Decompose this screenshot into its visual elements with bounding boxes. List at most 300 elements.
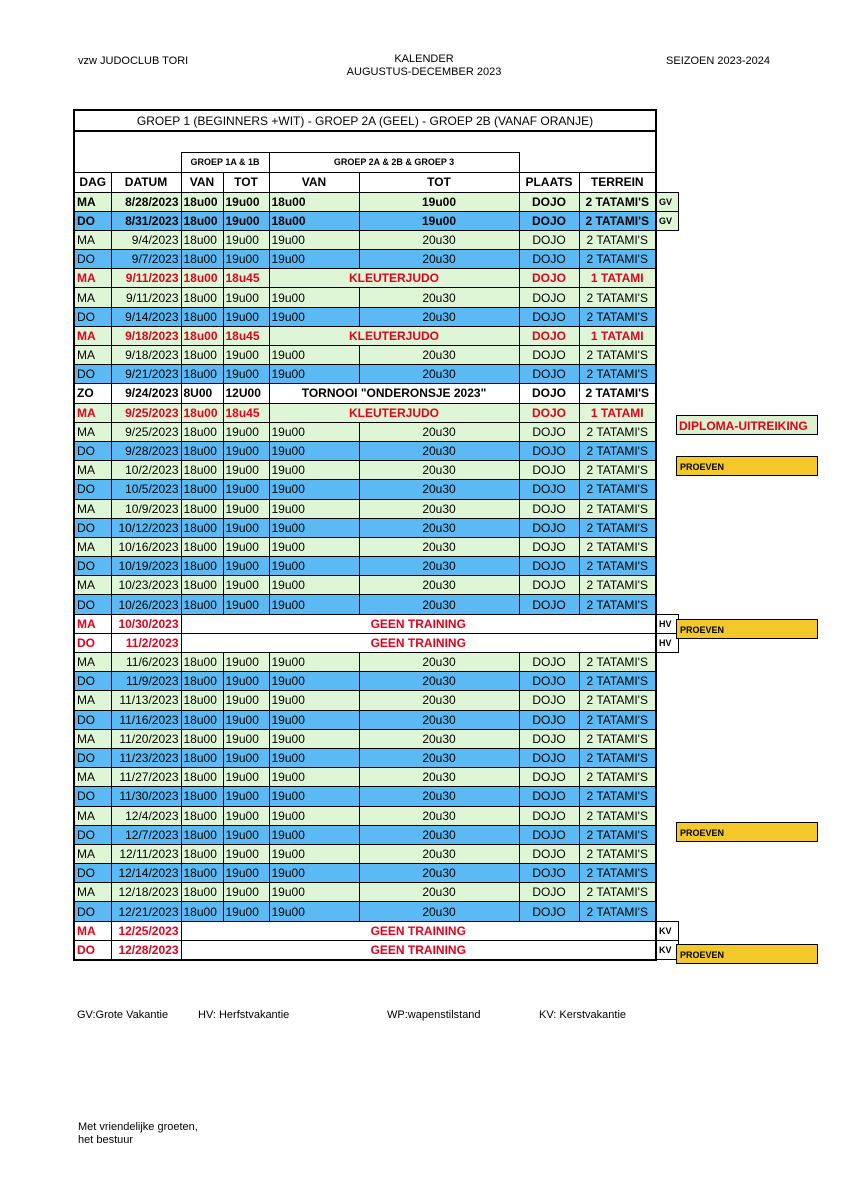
cell-tot: 19u00: [223, 748, 269, 767]
table-row: [74, 403, 678, 422]
cell-place: DOJO: [519, 211, 579, 230]
cell-van2: 19u00: [269, 672, 359, 691]
table-row: [74, 346, 678, 365]
cell-tot2: 20u30: [359, 576, 519, 595]
cell-tot: 19u00: [223, 595, 269, 614]
cell-date: 12/28/2023: [111, 940, 181, 959]
cell-van2: 19u00: [269, 346, 359, 365]
cell-date: 12/11/2023: [111, 844, 181, 863]
calendar-title: [300, 53, 548, 79]
cell-terr: 2 TATAMI'S: [579, 902, 656, 921]
col-header-tot: TOT: [223, 172, 269, 192]
cell-dag: DO: [74, 787, 111, 806]
cell-terr: 1 TATAMI: [579, 403, 656, 422]
cell-tot2: 20u30: [359, 691, 519, 710]
cell-van2: 19u00: [269, 768, 359, 787]
cell-dag: DO: [74, 633, 111, 652]
cell-tot: 19u00: [223, 557, 269, 576]
cell-van: 18u00: [181, 710, 223, 729]
cell-terr: 2 TATAMI'S: [579, 384, 656, 403]
cell-date: 9/24/2023: [111, 384, 181, 403]
cell-van2: 19u00: [269, 441, 359, 460]
cell-terr: 2 TATAMI'S: [579, 787, 656, 806]
cell-van2: 19u00: [269, 710, 359, 729]
cell-van2: 19u00: [269, 691, 359, 710]
cell-terr: 2 TATAMI'S: [579, 576, 656, 595]
cell-tot: 19u00: [223, 250, 269, 269]
cell-date: 9/7/2023: [111, 250, 181, 269]
cell-van: 18u00: [181, 269, 223, 288]
cell-terr: 2 TATAMI'S: [579, 710, 656, 729]
cell-tot2: 20u30: [359, 288, 519, 307]
table-row: [74, 422, 678, 441]
cell-date: 11/20/2023: [111, 729, 181, 748]
cell-place: DOJO: [519, 499, 579, 518]
cell-van2: 19u00: [269, 883, 359, 902]
cell-date: 10/9/2023: [111, 499, 181, 518]
cell-tot2: 20u30: [359, 748, 519, 767]
cell-tot2: 20u30: [359, 461, 519, 480]
cell-van: 18u00: [181, 787, 223, 806]
cell-dag: MA: [74, 346, 111, 365]
cell-place: DOJO: [519, 844, 579, 863]
table-row: [74, 902, 678, 921]
legend-hv: HV: Herfstvakantie: [198, 1009, 290, 1021]
table-row: [74, 269, 678, 288]
cell-date: 10/12/2023: [111, 518, 181, 537]
cell-terr: 2 TATAMI'S: [579, 288, 656, 307]
cell-place: DOJO: [519, 653, 579, 672]
cell-tot2: 20u30: [359, 806, 519, 825]
cell-tot: 19u00: [223, 844, 269, 863]
col-header-datum: DATUM: [111, 172, 181, 192]
cell-dag: DO: [74, 902, 111, 921]
cell-dag: DO: [74, 672, 111, 691]
col-header-terrein: TERREIN: [579, 172, 656, 192]
cell-van: 18u00: [181, 346, 223, 365]
cell-van2: 19u00: [269, 576, 359, 595]
table-row: [74, 748, 678, 767]
cell-place: DOJO: [519, 710, 579, 729]
cell-span: KLEUTERJUDO: [269, 403, 519, 422]
cell-dag: MA: [74, 844, 111, 863]
table-title-row: [74, 110, 678, 131]
cell-tot: 19u00: [223, 230, 269, 249]
cell-tot: 19u00: [223, 307, 269, 326]
legend-gv: GV:Grote Vakantie: [77, 1009, 169, 1021]
table-row: [74, 557, 678, 576]
table-row: [74, 614, 678, 633]
table-row: [74, 844, 678, 863]
cell-tot2: 20u30: [359, 787, 519, 806]
cell-dag: MA: [74, 729, 111, 748]
cell-tot: 19u00: [223, 825, 269, 844]
cell-date: 9/11/2023: [111, 288, 181, 307]
table-row: [74, 940, 678, 959]
cell-van: 18u00: [181, 768, 223, 787]
cell-van: 18u00: [181, 192, 223, 211]
cell-tot2: 20u30: [359, 864, 519, 883]
calendar-title-line2: AUGUSTUS-DECEMBER 2023: [346, 66, 502, 78]
cell-tot2: 20u30: [359, 307, 519, 326]
cell-van2: 19u00: [269, 748, 359, 767]
cell-place: DOJO: [519, 576, 579, 595]
cell-tot: 19u00: [223, 480, 269, 499]
cell-date: 10/30/2023: [111, 614, 181, 633]
cell-dag: MA: [74, 192, 111, 211]
cell-van: 18u00: [181, 441, 223, 460]
cell-date: 12/14/2023: [111, 864, 181, 883]
cell-terr: 2 TATAMI'S: [579, 748, 656, 767]
cell-van2: 19u00: [269, 518, 359, 537]
cell-van2: 19u00: [269, 461, 359, 480]
cell-tot: 19u00: [223, 653, 269, 672]
cell-van: 18u00: [181, 576, 223, 595]
cell-dag: DO: [74, 365, 111, 384]
column-header-row: [74, 172, 678, 192]
cell-tot2: 19u00: [359, 211, 519, 230]
cell-place: DOJO: [519, 864, 579, 883]
cell-van2: 19u00: [269, 288, 359, 307]
cell-tot: 19u00: [223, 768, 269, 787]
cell-van2: 19u00: [269, 480, 359, 499]
cell-dag: MA: [74, 576, 111, 595]
cell-tot2: 20u30: [359, 557, 519, 576]
cell-date: 12/21/2023: [111, 902, 181, 921]
cell-dag: MA: [74, 326, 111, 345]
cell-place: DOJO: [519, 768, 579, 787]
cell-van: 18u00: [181, 326, 223, 345]
group-header-row: [74, 152, 678, 172]
cell-dag: DO: [74, 307, 111, 326]
cell-place: DOJO: [519, 748, 579, 767]
table-row: [74, 288, 678, 307]
cell-date: 11/27/2023: [111, 768, 181, 787]
cell-place: DOJO: [519, 422, 579, 441]
cell-dag: MA: [74, 768, 111, 787]
cell-tot: 19u00: [223, 710, 269, 729]
cell-tot: 19u00: [223, 192, 269, 211]
cell-terr: 2 TATAMI'S: [579, 499, 656, 518]
table-row: [74, 192, 678, 211]
cell-van2: 19u00: [269, 537, 359, 556]
table-row: [74, 729, 678, 748]
row-note: HV: [656, 633, 678, 652]
cell-place: DOJO: [519, 595, 579, 614]
cell-place: DOJO: [519, 269, 579, 288]
cell-van2: 19u00: [269, 787, 359, 806]
group-b-header: GROEP 2A & 2B & GROEP 3: [269, 152, 519, 172]
cell-van2: 19u00: [269, 902, 359, 921]
cell-date: 9/4/2023: [111, 230, 181, 249]
season-label: SEIZOEN 2023-2024: [666, 55, 770, 67]
cell-date: 10/26/2023: [111, 595, 181, 614]
cell-place: DOJO: [519, 441, 579, 460]
cell-van: 18u00: [181, 288, 223, 307]
cell-tot2: 20u30: [359, 902, 519, 921]
row-note: KV: [656, 940, 678, 959]
cell-terr: 2 TATAMI'S: [579, 883, 656, 902]
cell-span-all: GEEN TRAINING: [181, 633, 656, 652]
table-row: [74, 787, 678, 806]
cell-place: DOJO: [519, 326, 579, 345]
cell-place: DOJO: [519, 384, 579, 403]
cell-date: 10/23/2023: [111, 576, 181, 595]
table-row: [74, 691, 678, 710]
cell-van: 18u00: [181, 307, 223, 326]
cell-van: 18u00: [181, 230, 223, 249]
legend-kv: KV: Kerstvakantie: [539, 1009, 627, 1021]
cell-place: DOJO: [519, 672, 579, 691]
cell-date: 9/21/2023: [111, 365, 181, 384]
cell-van: 18u00: [181, 422, 223, 441]
cell-tot2: 20u30: [359, 499, 519, 518]
cell-place: DOJO: [519, 825, 579, 844]
col-header-van: VAN: [181, 172, 223, 192]
cell-terr: 2 TATAMI'S: [579, 825, 656, 844]
cell-tot2: 20u30: [359, 346, 519, 365]
cell-tot: 18u45: [223, 403, 269, 422]
greeting-line1: Met vriendelijke groeten,: [78, 1121, 198, 1133]
cell-place: DOJO: [519, 250, 579, 269]
cell-terr: 1 TATAMI: [579, 269, 656, 288]
cell-terr: 2 TATAMI'S: [579, 672, 656, 691]
table-row: [74, 384, 678, 403]
cell-van2: 18u00: [269, 211, 359, 230]
cell-span-all: GEEN TRAINING: [181, 614, 656, 633]
cell-span: KLEUTERJUDO: [269, 326, 519, 345]
cell-date: 9/28/2023: [111, 441, 181, 460]
cell-tot2: 20u30: [359, 595, 519, 614]
cell-van: 18u00: [181, 672, 223, 691]
cell-dag: MA: [74, 537, 111, 556]
cell-van: 18u00: [181, 653, 223, 672]
cell-place: DOJO: [519, 537, 579, 556]
group-a-header: GROEP 1A & 1B: [181, 152, 269, 172]
cell-van: 18u00: [181, 844, 223, 863]
calendar-title-line1: KALENDER: [394, 53, 454, 65]
cell-van: 18u00: [181, 595, 223, 614]
table-row: [74, 480, 678, 499]
cell-tot: 19u00: [223, 537, 269, 556]
cell-van2: 19u00: [269, 825, 359, 844]
cell-place: DOJO: [519, 806, 579, 825]
cell-tot2: 20u30: [359, 844, 519, 863]
cell-tot: 19u00: [223, 806, 269, 825]
cell-date: 10/19/2023: [111, 557, 181, 576]
cell-dag: MA: [74, 806, 111, 825]
cell-dag: MA: [74, 422, 111, 441]
cell-date: 9/14/2023: [111, 307, 181, 326]
cell-tot: 19u00: [223, 864, 269, 883]
proeven-note-3: PROEVEN: [676, 822, 818, 842]
cell-tot: 19u00: [223, 422, 269, 441]
cell-date: 11/6/2023: [111, 653, 181, 672]
cell-dag: MA: [74, 614, 111, 633]
cell-dag: MA: [74, 269, 111, 288]
cell-terr: 2 TATAMI'S: [579, 806, 656, 825]
cell-van: 18u00: [181, 883, 223, 902]
cell-tot: 19u00: [223, 499, 269, 518]
table-row: [74, 518, 678, 537]
cell-terr: 2 TATAMI'S: [579, 653, 656, 672]
cell-place: DOJO: [519, 902, 579, 921]
table-row: [74, 211, 678, 230]
cell-dag: MA: [74, 461, 111, 480]
cell-terr: 1 TATAMI: [579, 326, 656, 345]
table-row: [74, 326, 678, 345]
cell-tot: 19u00: [223, 441, 269, 460]
cell-dag: DO: [74, 441, 111, 460]
row-note: GV: [656, 211, 678, 230]
cell-terr: 2 TATAMI'S: [579, 192, 656, 211]
cell-span: TORNOOI "ONDERONSJE 2023": [269, 384, 519, 403]
cell-tot2: 20u30: [359, 672, 519, 691]
cell-tot2: 20u30: [359, 710, 519, 729]
cell-place: DOJO: [519, 557, 579, 576]
table-row: [74, 806, 678, 825]
cell-van: 18u00: [181, 480, 223, 499]
cell-place: DOJO: [519, 307, 579, 326]
greeting-line2: het bestuur: [78, 1134, 134, 1146]
cell-date: 10/16/2023: [111, 537, 181, 556]
table-row: [74, 250, 678, 269]
cell-tot: 19u00: [223, 365, 269, 384]
cell-date: 10/5/2023: [111, 480, 181, 499]
cell-tot2: 20u30: [359, 729, 519, 748]
cell-dag: DO: [74, 748, 111, 767]
cell-terr: 2 TATAMI'S: [579, 250, 656, 269]
cell-date: 11/23/2023: [111, 748, 181, 767]
cell-date: 12/25/2023: [111, 921, 181, 940]
cell-dag: DO: [74, 250, 111, 269]
table-blank-row: [74, 131, 678, 152]
table-row: [74, 365, 678, 384]
cell-place: DOJO: [519, 461, 579, 480]
cell-tot: 19u00: [223, 691, 269, 710]
proeven-note-1: PROEVEN: [676, 456, 818, 476]
cell-dag: DO: [74, 710, 111, 729]
cell-date: 10/2/2023: [111, 461, 181, 480]
cell-date: 11/16/2023: [111, 710, 181, 729]
cell-tot: 19u00: [223, 346, 269, 365]
cell-van2: 19u00: [269, 864, 359, 883]
cell-van: 18u00: [181, 902, 223, 921]
cell-van2: 19u00: [269, 499, 359, 518]
proeven-note-4: PROEVEN: [676, 944, 818, 964]
cell-terr: 2 TATAMI'S: [579, 518, 656, 537]
row-note: HV: [656, 614, 678, 633]
cell-span: KLEUTERJUDO: [269, 269, 519, 288]
cell-terr: 2 TATAMI'S: [579, 307, 656, 326]
cell-van2: 19u00: [269, 250, 359, 269]
cell-dag: MA: [74, 653, 111, 672]
diploma-note: DIPLOMA-UITREIKING: [676, 415, 818, 435]
cell-terr: 2 TATAMI'S: [579, 480, 656, 499]
cell-date: 8/31/2023: [111, 211, 181, 230]
cell-terr: 2 TATAMI'S: [579, 691, 656, 710]
cell-dag: MA: [74, 921, 111, 940]
cell-van2: 18u00: [269, 192, 359, 211]
cell-span-all: GEEN TRAINING: [181, 940, 656, 959]
cell-terr: 2 TATAMI'S: [579, 557, 656, 576]
cell-date: 9/11/2023: [111, 269, 181, 288]
cell-tot2: 20u30: [359, 768, 519, 787]
cell-dag: MA: [74, 288, 111, 307]
cell-dag: MA: [74, 883, 111, 902]
table-row: [74, 595, 678, 614]
cell-dag: DO: [74, 940, 111, 959]
cell-date: 9/25/2023: [111, 422, 181, 441]
col-header-dag: DAG: [74, 172, 111, 192]
cell-dag: MA: [74, 691, 111, 710]
greeting: [78, 1121, 198, 1147]
cell-dag: DO: [74, 825, 111, 844]
table-row: [74, 768, 678, 787]
cell-place: DOJO: [519, 518, 579, 537]
cell-van: 18u00: [181, 403, 223, 422]
row-note: GV: [656, 192, 678, 211]
cell-tot: 19u00: [223, 902, 269, 921]
cell-place: DOJO: [519, 365, 579, 384]
cell-van: 18u00: [181, 537, 223, 556]
cell-van: 18u00: [181, 806, 223, 825]
cell-van: 18u00: [181, 518, 223, 537]
cell-tot2: 19u00: [359, 192, 519, 211]
cell-tot: 18u45: [223, 269, 269, 288]
cell-tot: 12U00: [223, 384, 269, 403]
cell-place: DOJO: [519, 787, 579, 806]
cell-van: 18u00: [181, 557, 223, 576]
col-header-tot2: TOT: [359, 172, 519, 192]
cell-tot2: 20u30: [359, 250, 519, 269]
cell-dag: MA: [74, 499, 111, 518]
cell-tot2: 20u30: [359, 883, 519, 902]
table-row: [74, 537, 678, 556]
cell-van2: 19u00: [269, 653, 359, 672]
cell-terr: 2 TATAMI'S: [579, 768, 656, 787]
cell-van2: 19u00: [269, 806, 359, 825]
club-name: vzw JUDOCLUB TORI: [78, 55, 189, 67]
cell-van: 18u00: [181, 864, 223, 883]
cell-van2: 19u00: [269, 230, 359, 249]
cell-terr: 2 TATAMI'S: [579, 729, 656, 748]
cell-place: DOJO: [519, 403, 579, 422]
cell-van2: 19u00: [269, 729, 359, 748]
cell-van: 18u00: [181, 825, 223, 844]
table-row: [74, 864, 678, 883]
cell-van2: 19u00: [269, 595, 359, 614]
cell-tot2: 20u30: [359, 441, 519, 460]
col-header-van2: VAN: [269, 172, 359, 192]
cell-terr: 2 TATAMI'S: [579, 346, 656, 365]
cell-tot2: 20u30: [359, 230, 519, 249]
cell-tot2: 20u30: [359, 653, 519, 672]
table-row: [74, 825, 678, 844]
cell-tot2: 20u30: [359, 365, 519, 384]
cell-van2: 19u00: [269, 307, 359, 326]
table-row: [74, 921, 678, 940]
cell-van2: 19u00: [269, 844, 359, 863]
cell-place: DOJO: [519, 192, 579, 211]
table-row: [74, 461, 678, 480]
table-row: [74, 633, 678, 652]
cell-terr: 2 TATAMI'S: [579, 365, 656, 384]
table-row: [74, 883, 678, 902]
cell-place: DOJO: [519, 729, 579, 748]
cell-dag: ZO: [74, 384, 111, 403]
cell-terr: 2 TATAMI'S: [579, 844, 656, 863]
